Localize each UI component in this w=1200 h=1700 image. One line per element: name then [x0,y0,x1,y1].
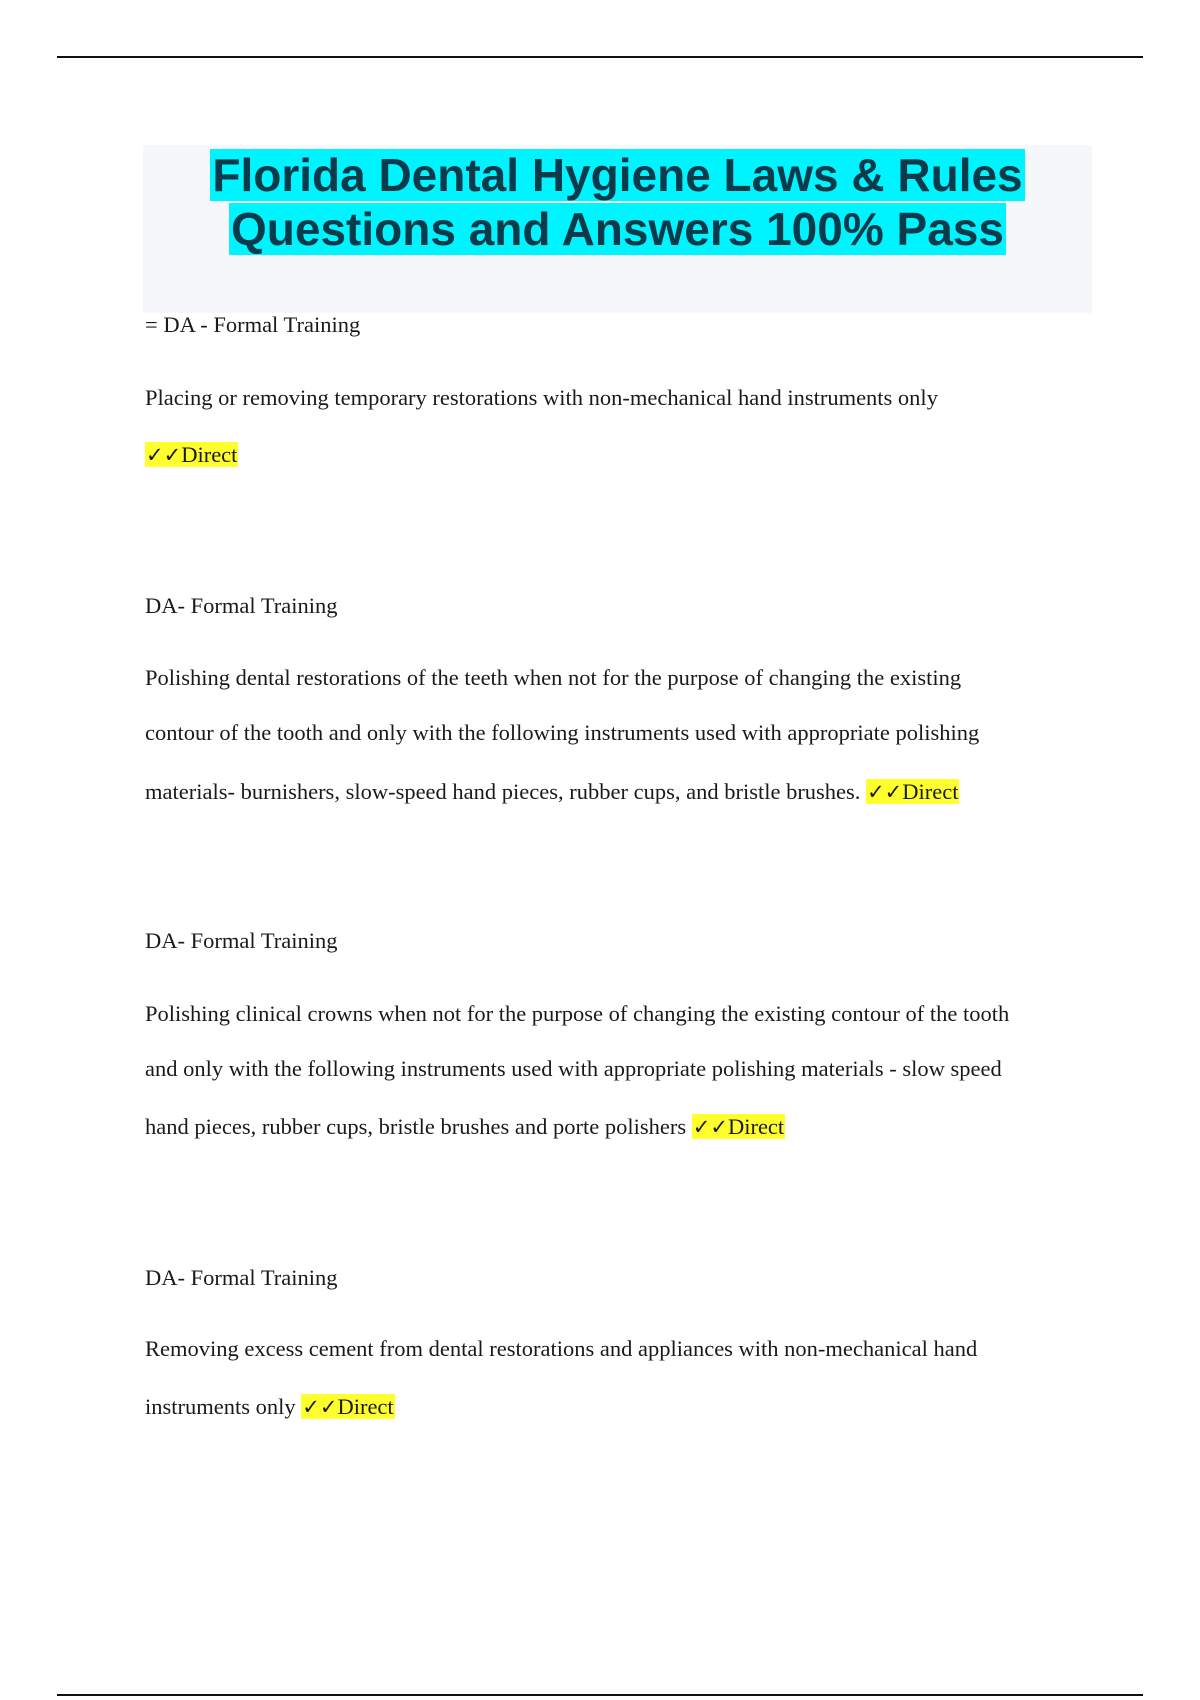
answer-text: Direct [337,1394,394,1419]
answer-line [145,1112,785,1142]
top-rule [57,56,1143,58]
bottom-rule [57,1694,1143,1696]
answer-highlight [145,442,238,467]
question-line: Polishing clinical crowns when not for the purpose of changing the existing contour of the tooth [145,1001,1010,1026]
question-line: contour of the tooth and only with the following instruments used with appropriate polishing [145,720,980,745]
answer-highlight [866,779,959,804]
answer-highlight [692,1114,785,1139]
double-check-icon: ✓✓ [146,443,182,467]
item-heading: DA- Formal Training [145,1265,338,1290]
question-line: Removing excess cement from dental restorations and appliances with non-mechanical hand [145,1336,978,1361]
answer-text: Direct [181,442,238,467]
question-line: instruments only [145,1394,296,1419]
answer-text: Direct [727,1114,785,1139]
title-line-2: Questions and Answers 100% Pass [231,203,1004,255]
double-check-icon: ✓✓ [867,780,903,804]
answer-highlight [301,1394,394,1419]
document-title [143,145,1092,256]
item-heading: DA- Formal Training [145,593,338,618]
answer-text: Direct [902,779,959,804]
answer-line [145,777,959,807]
item-heading: DA- Formal Training [145,928,338,953]
question-line: materials- burnishers, slow-speed hand pieces, rubber cups, and bristle brushes. [145,779,861,804]
title-banner [143,145,1092,313]
answer-line [145,1392,395,1422]
double-check-icon: ✓✓ [302,1395,338,1419]
question-line: hand pieces, rubber cups, bristle brushes and porte polishers [145,1114,687,1139]
question-line: Polishing dental restorations of the teeth when not for the purpose of changing the existing [145,665,962,690]
answer-line [145,440,238,470]
question-line: Placing or removing temporary restorations with non-mechanical hand instruments only [145,385,938,410]
title-line-1: Florida Dental Hygiene Laws & Rules [212,149,1023,201]
double-check-icon: ✓✓ [692,1115,728,1139]
question-line: and only with the following instruments used with appropriate polishing materials - slow speed [145,1056,1002,1081]
item-heading: = DA - Formal Training [145,312,361,337]
